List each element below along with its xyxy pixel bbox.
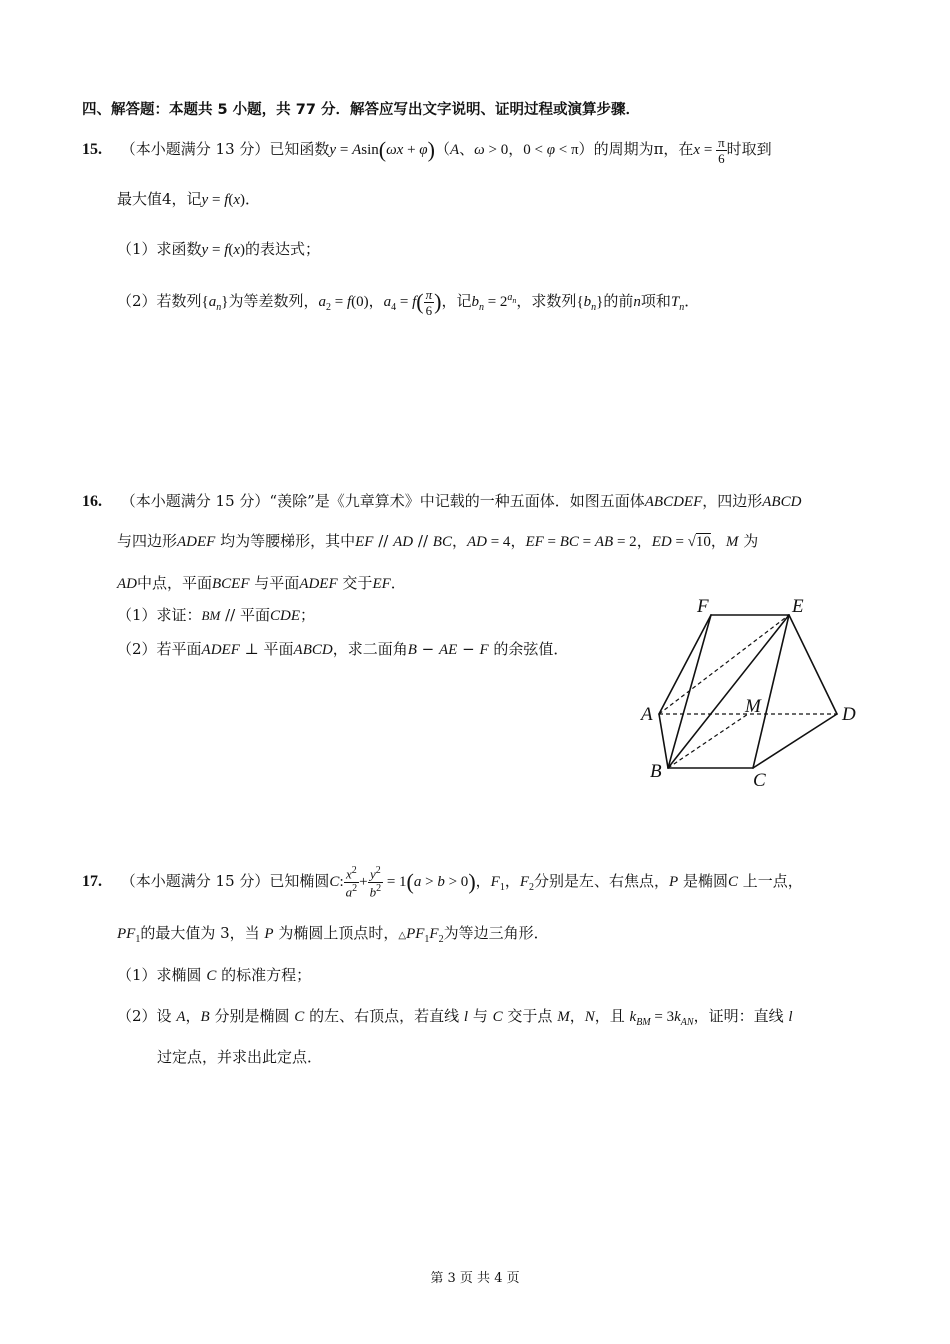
q15-part2-text: （2）若数列 bbox=[117, 292, 202, 310]
q17-part1: （1）求椭圆 C 的标准方程； bbox=[117, 966, 312, 984]
q15-part1-text: （1）求函数 bbox=[117, 240, 202, 258]
q16-line3-a: 中点，平面 bbox=[137, 574, 213, 592]
dashed-BM bbox=[668, 714, 748, 768]
section-heading: 四、解答题：本题共 5 小题，共 77 分．解答应写出文字说明、证明过程或演算步骤． bbox=[82, 102, 640, 118]
q15-part2: （2）若数列$\{a_n\}$为等差数列，$a_2 = f(0)$，$a_4 = f$( $\frac{\pi}{6}$ )，记$b_n = 2^{a_n}$，求数列$\{b_n\}$的前n项和$T_n$． bbox=[117, 286, 700, 318]
q16-part1: （1）求证：BM // 平面CDE； bbox=[117, 606, 316, 624]
q17-line2-c: 为等边三角形． bbox=[443, 924, 549, 942]
label-F: F bbox=[697, 596, 709, 617]
label-B: B bbox=[650, 761, 662, 782]
q16-pentahedron-figure bbox=[630, 590, 880, 800]
q16-part1-b: 平面 bbox=[239, 606, 270, 624]
q16-part2: （2）若平面ADEF ⊥ 平面ABCD，求二面角B − AE − F 的余弦值． bbox=[117, 640, 569, 658]
q16-line1-b: ，四边形 bbox=[702, 492, 763, 510]
q17-line2: $PF_1$的最大值为 3，当 P 为椭圆上顶点时，$\triangle PF_1F_2$为等边三角形． bbox=[117, 924, 549, 945]
q17-part1-b: 的标准方程； bbox=[221, 966, 312, 984]
q15-part2-c: ，求数列 bbox=[516, 292, 577, 310]
edge-ED bbox=[789, 615, 837, 714]
q17-line2-a: 的最大值为 3，当 bbox=[140, 924, 260, 942]
q15-part1: （1）求函数y = f(x)的表达式； bbox=[117, 240, 321, 258]
q17-part2: （2）设 A，B 分别是椭圆 C 的左、右顶点，若直线 l 与 C 交于点 M，N，且 $k_{BM} = 3k_{AN}$，证明：直线 l bbox=[117, 1007, 793, 1028]
label-C: C bbox=[753, 770, 766, 791]
q15-line2-text: 最大值4，记 bbox=[117, 190, 202, 208]
q17-part1-text: （1）求椭圆 bbox=[117, 966, 202, 984]
q17-part2-e: 交于点 bbox=[507, 1007, 553, 1025]
q17-line1-d: 上一点， bbox=[742, 872, 803, 890]
q16-line3: AD中点，平面BCEF 与平面ADEF 交于EF． bbox=[117, 574, 406, 592]
q16-line3-c: 交于 bbox=[342, 574, 373, 592]
q15-intro: 已知函数 bbox=[269, 140, 330, 158]
label-M: M bbox=[745, 696, 761, 717]
q17-part2-f: ，且 bbox=[594, 1007, 625, 1025]
q17-part2-g: ，证明：直线 bbox=[693, 1007, 784, 1025]
q16-line1: 16. （本小题满分 15 分）“羡除”是《九章算术》中记载的一种五面体．如图五面体ABCDEF，四边形ABCD bbox=[82, 492, 802, 510]
label-E: E bbox=[792, 596, 804, 617]
q15-part2-b: ，记 bbox=[441, 292, 472, 310]
edge-CD bbox=[753, 714, 837, 768]
q16-part2-d: 的余弦值． bbox=[493, 640, 569, 658]
q17-line2-b: 为椭圆上顶点时， bbox=[278, 924, 399, 942]
q17-points: （本小题满分 15 分） bbox=[120, 872, 270, 890]
q16-part2-text: （2）若平面 bbox=[117, 640, 202, 658]
q15-part2-a: 为等差数列， bbox=[228, 292, 319, 310]
q17-line1-b: 分别是左、右焦点， bbox=[534, 872, 670, 890]
edge-AB bbox=[659, 714, 668, 768]
q17-part2-d: 与 bbox=[472, 1007, 488, 1025]
q15-period: 的周期为π，在 bbox=[593, 140, 694, 158]
q17-part2-c: 的左、右顶点，若直线 bbox=[309, 1007, 460, 1025]
q16-line2: 与四边形ADEF 均为等腰梯形，其中EF // AD // BC，AD = 4，EF = BC = AB = 2，ED = √10，M 为 bbox=[117, 532, 759, 550]
q16-line3-b: 与平面 bbox=[254, 574, 300, 592]
q16-line1-text: “羡除”是《九章算术》中记载的一种五面体．如图五面体 bbox=[269, 492, 645, 510]
q15-part2-d: 的前 bbox=[603, 292, 634, 310]
q15-part2-e: 项和 bbox=[640, 292, 671, 310]
q17-intro: 已知椭圆 bbox=[269, 872, 330, 890]
q15-number: 15. bbox=[82, 141, 102, 158]
page-footer: 第 3 页 共 4 页 bbox=[430, 1271, 520, 1286]
q16-part2-b: 平面 bbox=[263, 640, 294, 658]
label-A: A bbox=[641, 704, 653, 725]
q15-line1: 15. （本小题满分 13 分）已知函数y = Asin(ωx + φ)（A、ω > 0，0 < φ < π）的周期为π，在x = $\frac{\pi}{6}$ 时取到 bbox=[82, 134, 772, 166]
q16-points: （本小题满分 15 分） bbox=[120, 492, 270, 510]
q15-part1-tail: 的表达式； bbox=[245, 240, 321, 258]
q17-part2-b: 分别是椭圆 bbox=[214, 1007, 290, 1025]
label-D: D bbox=[842, 704, 856, 725]
edge-FA bbox=[659, 615, 711, 714]
q17-line1-c: 是椭圆 bbox=[682, 872, 728, 890]
q16-part2-c: ，求二面角 bbox=[332, 640, 408, 658]
q15-points: （本小题满分 13 分） bbox=[120, 140, 270, 158]
q17-part2-text: （2）设 bbox=[117, 1007, 172, 1025]
q17-part2-line2: 过定点，并求出此定点． bbox=[157, 1048, 323, 1066]
q17-number: 17. bbox=[82, 873, 102, 890]
q16-line2-b: 均为等腰梯形，其中 bbox=[220, 532, 356, 550]
q15-line2: 最大值4，记y = f(x)． bbox=[117, 190, 261, 208]
q15-max: 时取到 bbox=[726, 140, 772, 158]
q16-line2-a: 与四边形 bbox=[117, 532, 178, 550]
q16-number: 16. bbox=[82, 493, 102, 510]
q16-part1-text: （1）求证： bbox=[117, 606, 202, 624]
q17-line1: 17. （本小题满分 15 分）已知椭圆C: $\frac{x^2}{a^2}$ + $\frac{y^2}{b^2}$ = 1(a > b > 0)，$F_1$，$F_2$分别是左、右焦点，P 是椭圆C 上一点， bbox=[82, 865, 803, 899]
